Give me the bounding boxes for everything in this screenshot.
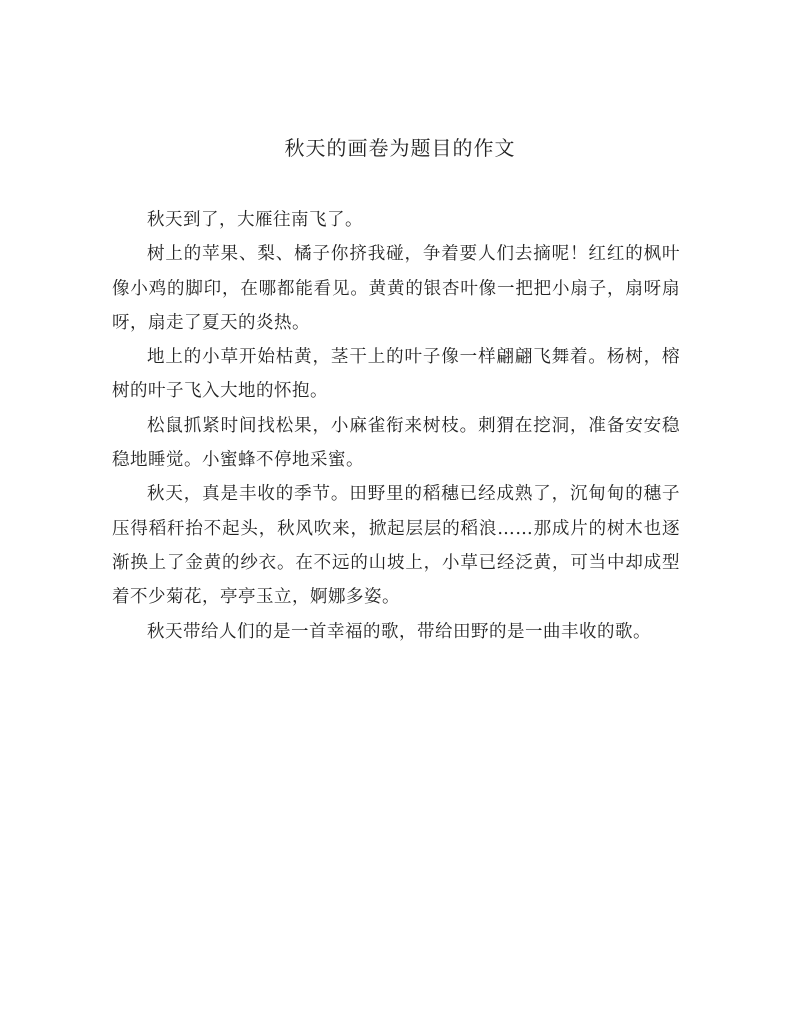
paragraph-1: 秋天到了，大雁往南飞了。 [147,210,363,230]
paragraph-2: 树上的苹果、梨、橘子你挤我碰，争着要人们去摘呢！红红的枫叶像小鸡的脚印，在哪都能看见。黄黄的银杏叶像一把把小扇子，扇呀扇呀，扇走了夏天的炎热。 [112,244,680,333]
document-body [112,203,680,649]
paragraph-3: 地上的小草开始枯黄，茎干上的叶子像一样翩翩飞舞着。杨树，榕树的叶子飞入大地的怀抱。 [112,347,680,402]
paragraph-5: 秋天，真是丰收的季节。田野里的稻穗已经成熟了，沉甸甸的穗子压得稻秆抬不起头，秋风吹来，掀起层层的稻浪……那成片的树木也逐渐换上了金黄的纱衣。在不远的山坡上，小草已经泛黄，可当中却成型着不少菊花，亭亭玉立，婀娜多姿。 [112,484,680,608]
document-title: 秋天的画卷为题目的作文 [284,136,516,160]
paragraph-4: 松鼠抓紧时间找松果，小麻雀衔来树枝。刺猬在挖洞，准备安安稳稳地睡觉。小蜜蜂不停地采蜜。 [112,415,680,471]
paragraph-6: 秋天带给人们的是一首幸福的歌，带给田野的是一曲丰收的歌。 [147,621,651,642]
